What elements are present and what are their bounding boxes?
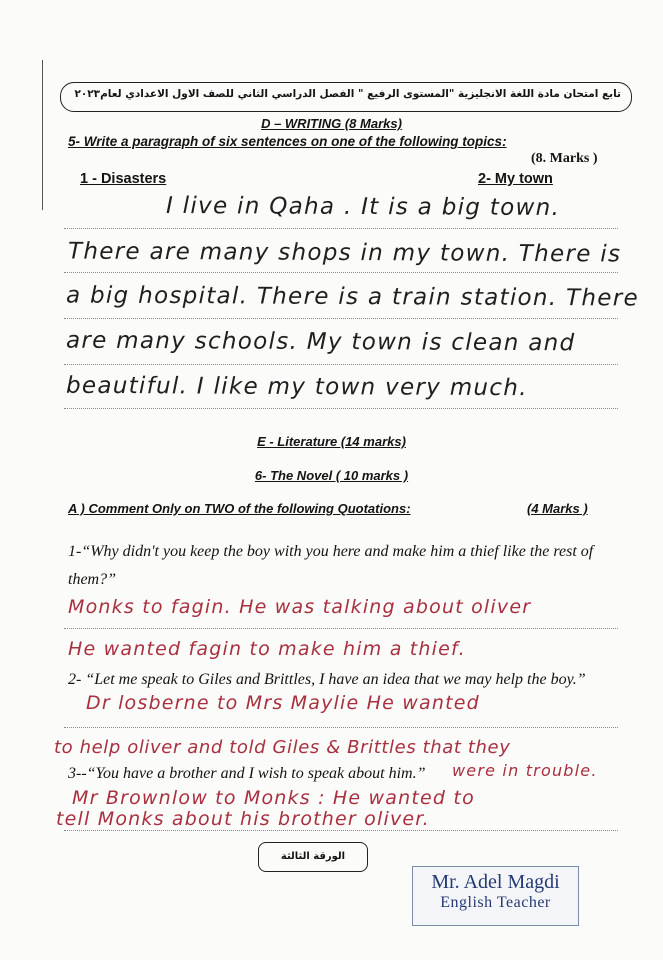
ruled-line: [64, 228, 618, 229]
topic-my-town: [478, 171, 553, 187]
quotations-marks: (4 Marks ): [527, 501, 588, 516]
answer-1-line: He wanted fagin to make him a thief.: [68, 638, 466, 660]
writing-marks: (8. Marks ): [531, 151, 598, 166]
topic-disasters-label: 1 - Disasters: [80, 171, 167, 187]
writing-answer-line: I live in Qaha . It is a big town.: [165, 192, 561, 222]
ruled-line: [64, 408, 618, 409]
exam-header-text: تابع امتحان مادة اللغة الانجليزية "المستوى الرفيع " الفصل الدراسي الثاني للصف الاول الاعدادي لعام٢٠٢٣: [74, 88, 621, 100]
topic-disasters: [80, 171, 166, 187]
page-label: الورقة الثالثة: [280, 851, 346, 862]
ruled-line: [64, 628, 618, 629]
page-label-box: [258, 842, 368, 872]
ruled-line: [64, 272, 618, 273]
answer-2-line: to help oliver and told Giles & Brittles that they: [54, 737, 511, 758]
quotation-3: 3--“You have a brother and I wish to speak about him.”: [68, 765, 426, 782]
writing-answer-line: There are many shops in my town. There is: [67, 238, 622, 268]
answer-1-line: Monks to fagin. He was talking about oliver: [68, 596, 532, 618]
quotation-1-line-2: them?”: [68, 571, 116, 588]
ruled-line: [64, 318, 618, 319]
teacher-name: Mr. Adel Magdi: [431, 871, 560, 893]
ruled-line: [64, 830, 618, 831]
novel-title: 6- The Novel ( 10 marks ): [254, 468, 409, 483]
literature-title: E - Literature (14 marks): [257, 434, 406, 449]
answer-3-line: tell Monks about his brother oliver.: [56, 808, 430, 830]
writing-instruction: 5- Write a paragraph of six sentences on one of the following topics:: [68, 134, 507, 149]
margin-line: [42, 60, 43, 210]
teacher-stamp: [412, 866, 579, 926]
teacher-role: English Teacher: [440, 894, 551, 911]
quotation-1-line-1: 1-“Why didn't you keep the boy with you here and make him a thief like the rest of: [68, 543, 594, 560]
writing-title: D – WRITING (8 Marks): [261, 116, 402, 131]
ruled-line: [64, 727, 618, 728]
answer-3-line: Mr Brownlow to Monks : He wanted to: [72, 787, 475, 809]
topic-my-town-label: 2- My town: [478, 171, 553, 187]
answer-2-line: Dr losberne to Mrs Maylie He wanted: [86, 692, 480, 714]
exam-header: [60, 82, 632, 112]
writing-answer-line: beautiful. I like my town very much.: [65, 372, 528, 402]
answer-2-line: were in trouble.: [452, 761, 598, 780]
ruled-line: [64, 364, 618, 365]
writing-answer-line: are many schools. My town is clean and: [65, 327, 576, 357]
writing-answer-line: a big hospital. There is a train station. There: [65, 282, 640, 312]
quotation-2: 2- “Let me speak to Giles and Brittles, I have an idea that we may help the boy.”: [68, 671, 586, 688]
quotations-instruction: A ) Comment Only on TWO of the following Quotations:: [68, 501, 411, 516]
